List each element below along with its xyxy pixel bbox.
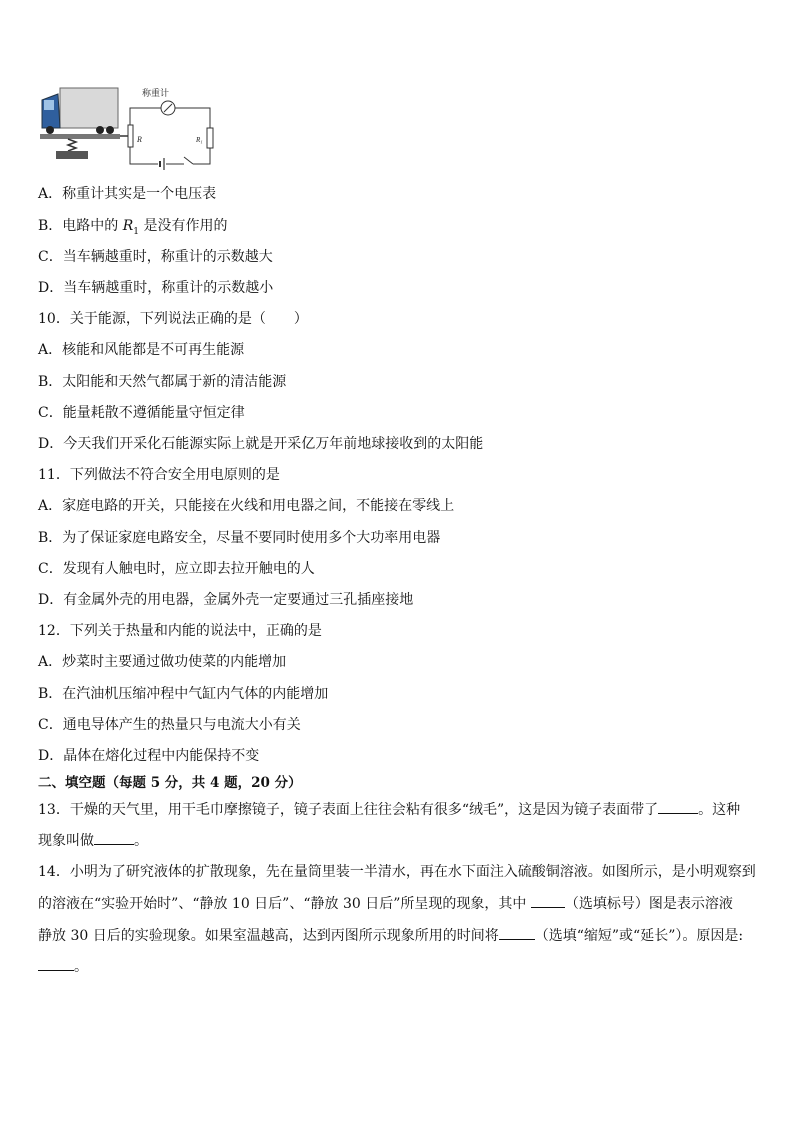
q12-option-a: A．炒菜时主要通过做功使菜的内能增加 <box>38 654 287 670</box>
q9-option-c: C．当车辆越重时，称重计的示数越大 <box>38 249 273 265</box>
q12-stem: 12．下列关于热量和内能的说法中，正确的是 <box>38 623 322 639</box>
q11-option-b: B．为了保证家庭电路安全，尽量不要同时使用多个大功率用电器 <box>38 530 441 546</box>
q14-line4: 。 <box>38 956 88 977</box>
meter-label: 称重计 <box>142 89 170 99</box>
q12-option-b: B．在汽油机压缩冲程中气缸内气体的内能增加 <box>38 686 329 702</box>
q13-blank-2 <box>94 830 134 845</box>
q9-option-d: D．当车辆越重时，称重计的示数越小 <box>38 280 274 296</box>
circuit-wire-bottom-left <box>130 147 158 164</box>
truck-windshield <box>44 100 54 110</box>
q12-option-d: D．晶体在熔化过程中内能保持不变 <box>38 748 260 764</box>
q13-blank-1 <box>658 799 698 814</box>
scale-spring <box>68 139 76 151</box>
q13-line1: 13．干燥的天气里，用干毛巾摩擦镜子，镜子表面上往往会粘有很多“绒毛”，这是因为镜子表面带了 。这种 <box>38 799 740 820</box>
q13-line2: 现象叫做 。 <box>38 830 148 851</box>
q10-option-a: A．核能和风能都是不可再生能源 <box>38 342 245 358</box>
truck-wheel-front <box>46 126 54 134</box>
truck-cab <box>42 94 60 128</box>
q11-option-d: D．有金属外壳的用电器，金属外壳一定要通过三孔插座接地 <box>38 592 414 608</box>
scale-platform <box>40 134 120 139</box>
q11-option-c: C．发现有人触电时，应立即去拉开触电的人 <box>38 561 315 577</box>
section-heading-fill-in: 二、填空题（每题 5 分，共 4 题，20 分） <box>38 775 302 791</box>
truck-wheel-rear2 <box>106 126 114 134</box>
q11-option-a: A．家庭电路的开关，只能接在火线和用电器之间，不能接在零线上 <box>38 498 455 514</box>
resistor-r1 <box>207 128 213 148</box>
q12-option-c: C．通电导体产生的热量只与电流大小有关 <box>38 717 301 733</box>
switch <box>184 157 193 164</box>
circuit-wire-top <box>130 108 161 125</box>
q14-line3: 静放 30 日后的实验现象。如果室温越高，达到丙图所示现象所用的时间将 （选填“缩短”或“延长”）。原因是: <box>38 925 743 946</box>
truck-cargo-box <box>60 88 118 128</box>
label-r1: R₁ <box>196 136 203 144</box>
q10-option-b: B．太阳能和天然气都属于新的清洁能源 <box>38 374 287 390</box>
label-r: R <box>137 135 142 144</box>
resistor-r <box>128 125 133 147</box>
q14-line2: 的溶液在“实验开始时”、“静放 10 日后”、“静放 30 日后”所呈现的现象，其中 （选填标号）图是表示溶液 <box>38 893 733 914</box>
q14-blank-1 <box>531 893 565 908</box>
truck-scale-circuit-diagram <box>38 80 218 172</box>
q14-blank-2 <box>499 925 535 940</box>
q9-option-b: B．电路中的 $R_1$ 是没有作用的 <box>38 218 228 237</box>
truck-wheel-rear <box>96 126 104 134</box>
scale-base <box>56 151 88 159</box>
q10-option-d: D．今天我们开采化石能源实际上就是开采亿万年前地球接收到的太阳能 <box>38 436 484 452</box>
q11-stem: 11．下列做法不符合安全用电原则的是 <box>38 467 280 483</box>
circuit-wire-right-bottom <box>193 148 210 164</box>
q14-blank-3 <box>38 956 74 971</box>
q10-stem: 10．关于能源，下列说法正确的是（ ） <box>38 311 308 327</box>
q9-option-a: A．称重计其实是一个电压表 <box>38 186 217 202</box>
circuit-wire-top-right <box>175 108 210 128</box>
q10-option-c: C．能量耗散不遵循能量守恒定律 <box>38 405 245 421</box>
q14-line1: 14．小明为了研究液体的扩散现象，先在量筒里装一半清水，再在水下面注入硫酸铜溶液。如图所示，是小明观察到 <box>38 864 756 880</box>
